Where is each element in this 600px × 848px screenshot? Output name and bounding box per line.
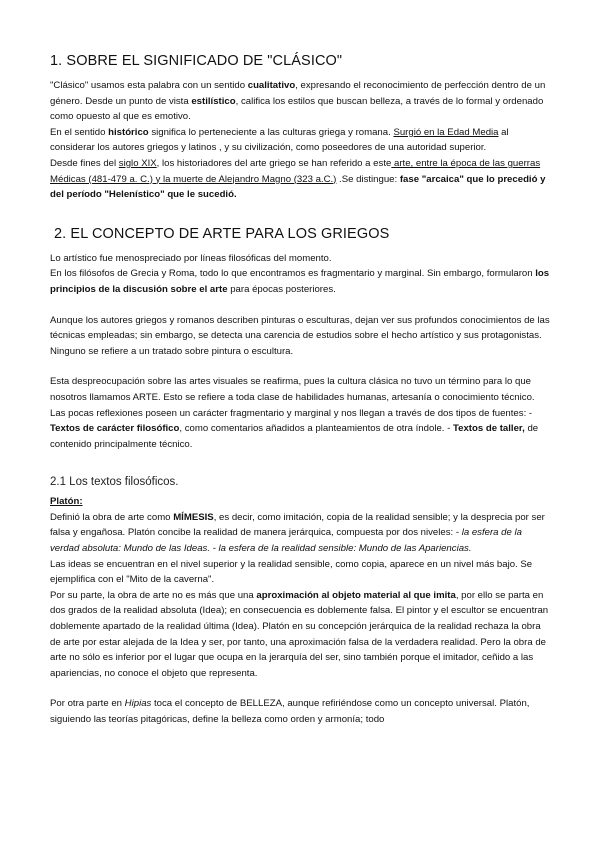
- text: En los filósofos de Grecia y Roma, todo lo que encontramos es fragmentario y marginal. Sin embargo, formularon: [50, 268, 536, 280]
- underlined-text: Surgió en la Edad Media: [393, 126, 499, 138]
- section-2-1-heading: 2.1 Los textos filosóficos.: [50, 476, 179, 489]
- section-1-paragraph-1: [50, 78, 550, 125]
- text: .Se distingue:: [336, 173, 400, 185]
- section-2-paragraph-4: [50, 374, 550, 452]
- bold-text: estilístico: [191, 95, 236, 107]
- section-1-paragraph-2: [50, 125, 550, 156]
- text: Por otra parte en: [50, 698, 125, 710]
- bold-text: histórico: [108, 126, 149, 138]
- text: , es decir, como imitación, copia de la realidad sensible; y la desprecia por ser falsa y engañosa. Platón concibe la realidad de manera jerárquica, compuesta por dos niveles: -: [50, 511, 545, 539]
- italic-text: Hipias: [124, 698, 152, 710]
- text: , califica los estilos que buscan belleza, a través de lo formal y ordenado como opuesto al que es emotivo.: [50, 95, 544, 123]
- text: Definió la obra de arte como: [50, 511, 174, 523]
- text: En el sentido: [50, 126, 109, 138]
- spacer: [50, 681, 550, 696]
- text: para épocas posteriores.: [227, 283, 336, 295]
- text: al considerar los autores griegos y latinos , y su civilización, como poseedores de una autoridad superior.: [50, 126, 509, 154]
- section-2-1-paragraph-4: [50, 696, 550, 727]
- text: Por su parte, la obra de arte no es más que una: [50, 589, 257, 601]
- text: toca el concepto de BELLEZA, aunque refiriéndose como un concepto universal. Platón, siguiendo las teorías pitagóricas, define la belleza como orden y armonía; todo: [50, 698, 530, 725]
- spacer: [50, 452, 550, 474]
- section-2-paragraph-2: [50, 266, 550, 297]
- text: significa lo perteneciente a las culturas griega y romana.: [148, 126, 394, 138]
- bold-underlined-text: Platón:: [50, 496, 83, 508]
- underlined-text: arte, entre la época de las guerras Médicas (481-479 a. C.) y la muerte de Alejandro Magno (323 a.C.): [50, 157, 541, 185]
- text: , expresando el reconocimiento de perfección dentro de un género. Desde un punto de vista: [50, 80, 546, 107]
- section-1-paragraph-3: [50, 156, 550, 203]
- platon-label: [50, 494, 550, 510]
- section-2-1-paragraph-2: Las ideas se encuentran en el nivel superior y la realidad sensible, como copia, aparece en un nivel más bajo. Se ejemplifica con el "Mito de la caverna".: [50, 558, 533, 586]
- section-2-paragraph-3: Aunque los autores griegos y romanos describen pinturas o esculturas, dejan ver sus profundos conocimientos de las técnicas empleadas; sin embargo, se detecta una carencia de estudios sobre el hecho artístico y sus protagonistas. Ninguno se refiere a un tratado sobre pintura o escultura.: [50, 314, 550, 357]
- bold-text: cualitativo: [247, 80, 296, 91]
- bold-text: MÍMESIS: [173, 511, 214, 523]
- section-2-heading: 2. EL CONCEPTO DE ARTE PARA LOS GRIEGOS: [54, 225, 390, 242]
- text: Desde fines del: [50, 157, 119, 169]
- text: de contenido principalmente técnico.: [50, 423, 539, 450]
- spacer: [50, 359, 550, 374]
- section-1-heading: 1. SOBRE EL SIGNIFICADO DE "CLÁSICO": [50, 53, 343, 69]
- underlined-text: siglo XIX: [118, 157, 157, 169]
- text: , por ello se parta en dos grados de la realidad absoluta (Idea); en consecuencia es doblemente falsa. El pintor y el escultor se encuentran doblemente apartado de la realidad última (Idea). Platón en su concepción jerárquica de la realidad rechaza la obra de arte por estar alejada de la Idea y ser, por tanto, una aproximación falsa de la verdadera realidad. Pero la obra de arte no sólo es inferior por el lugar que ocupa en la jerarquía del ser, sino también porque el imitador, ceñido a las apariencias, no conoce el objeto que representa.: [50, 589, 549, 679]
- bold-text: Textos de carácter filosófico: [50, 423, 180, 435]
- text: , los historiadores del arte griego se han referido a este: [156, 157, 392, 169]
- section-2-1-paragraph-3: [50, 588, 550, 682]
- bold-text: los principios de la discusión sobre el arte: [50, 268, 550, 295]
- text: Esta despreocupación sobre las artes visuales se reafirma, pues la cultura clásica no tuvo un término para lo que nosotros llamamos ARTE. Esto se refiere a toda clase de habilidades humanas, artesanía o conocimiento técnico. Las pocas reflexiones poseen un carácter fragmentario y marginal y nos llegan a través de dos tipos de fuentes: -: [50, 376, 535, 419]
- bold-text: fase "arcaica" que lo precedió y del período "Helenístico" que le sucedió.: [50, 173, 546, 201]
- section-2-1-paragraph-1: [50, 510, 550, 557]
- text: "Clásico" usamos esta palabra con un sentido: [50, 80, 248, 91]
- bold-text: aproximación al objeto material al que imita: [256, 589, 456, 601]
- bold-text: Textos de taller,: [452, 423, 525, 435]
- spacer: [50, 298, 550, 313]
- italic-text: la esfera de la verdad absoluta: Mundo de las Ideas. - la esfera de la realidad sensible: Mundo de las Apariencias.: [50, 527, 522, 555]
- section-2-paragraph-1: Lo artístico fue menospreciado por líneas filosóficas del momento.: [50, 252, 332, 264]
- text: , como comentarios añadidos a planteamientos de otra índole. -: [179, 423, 453, 435]
